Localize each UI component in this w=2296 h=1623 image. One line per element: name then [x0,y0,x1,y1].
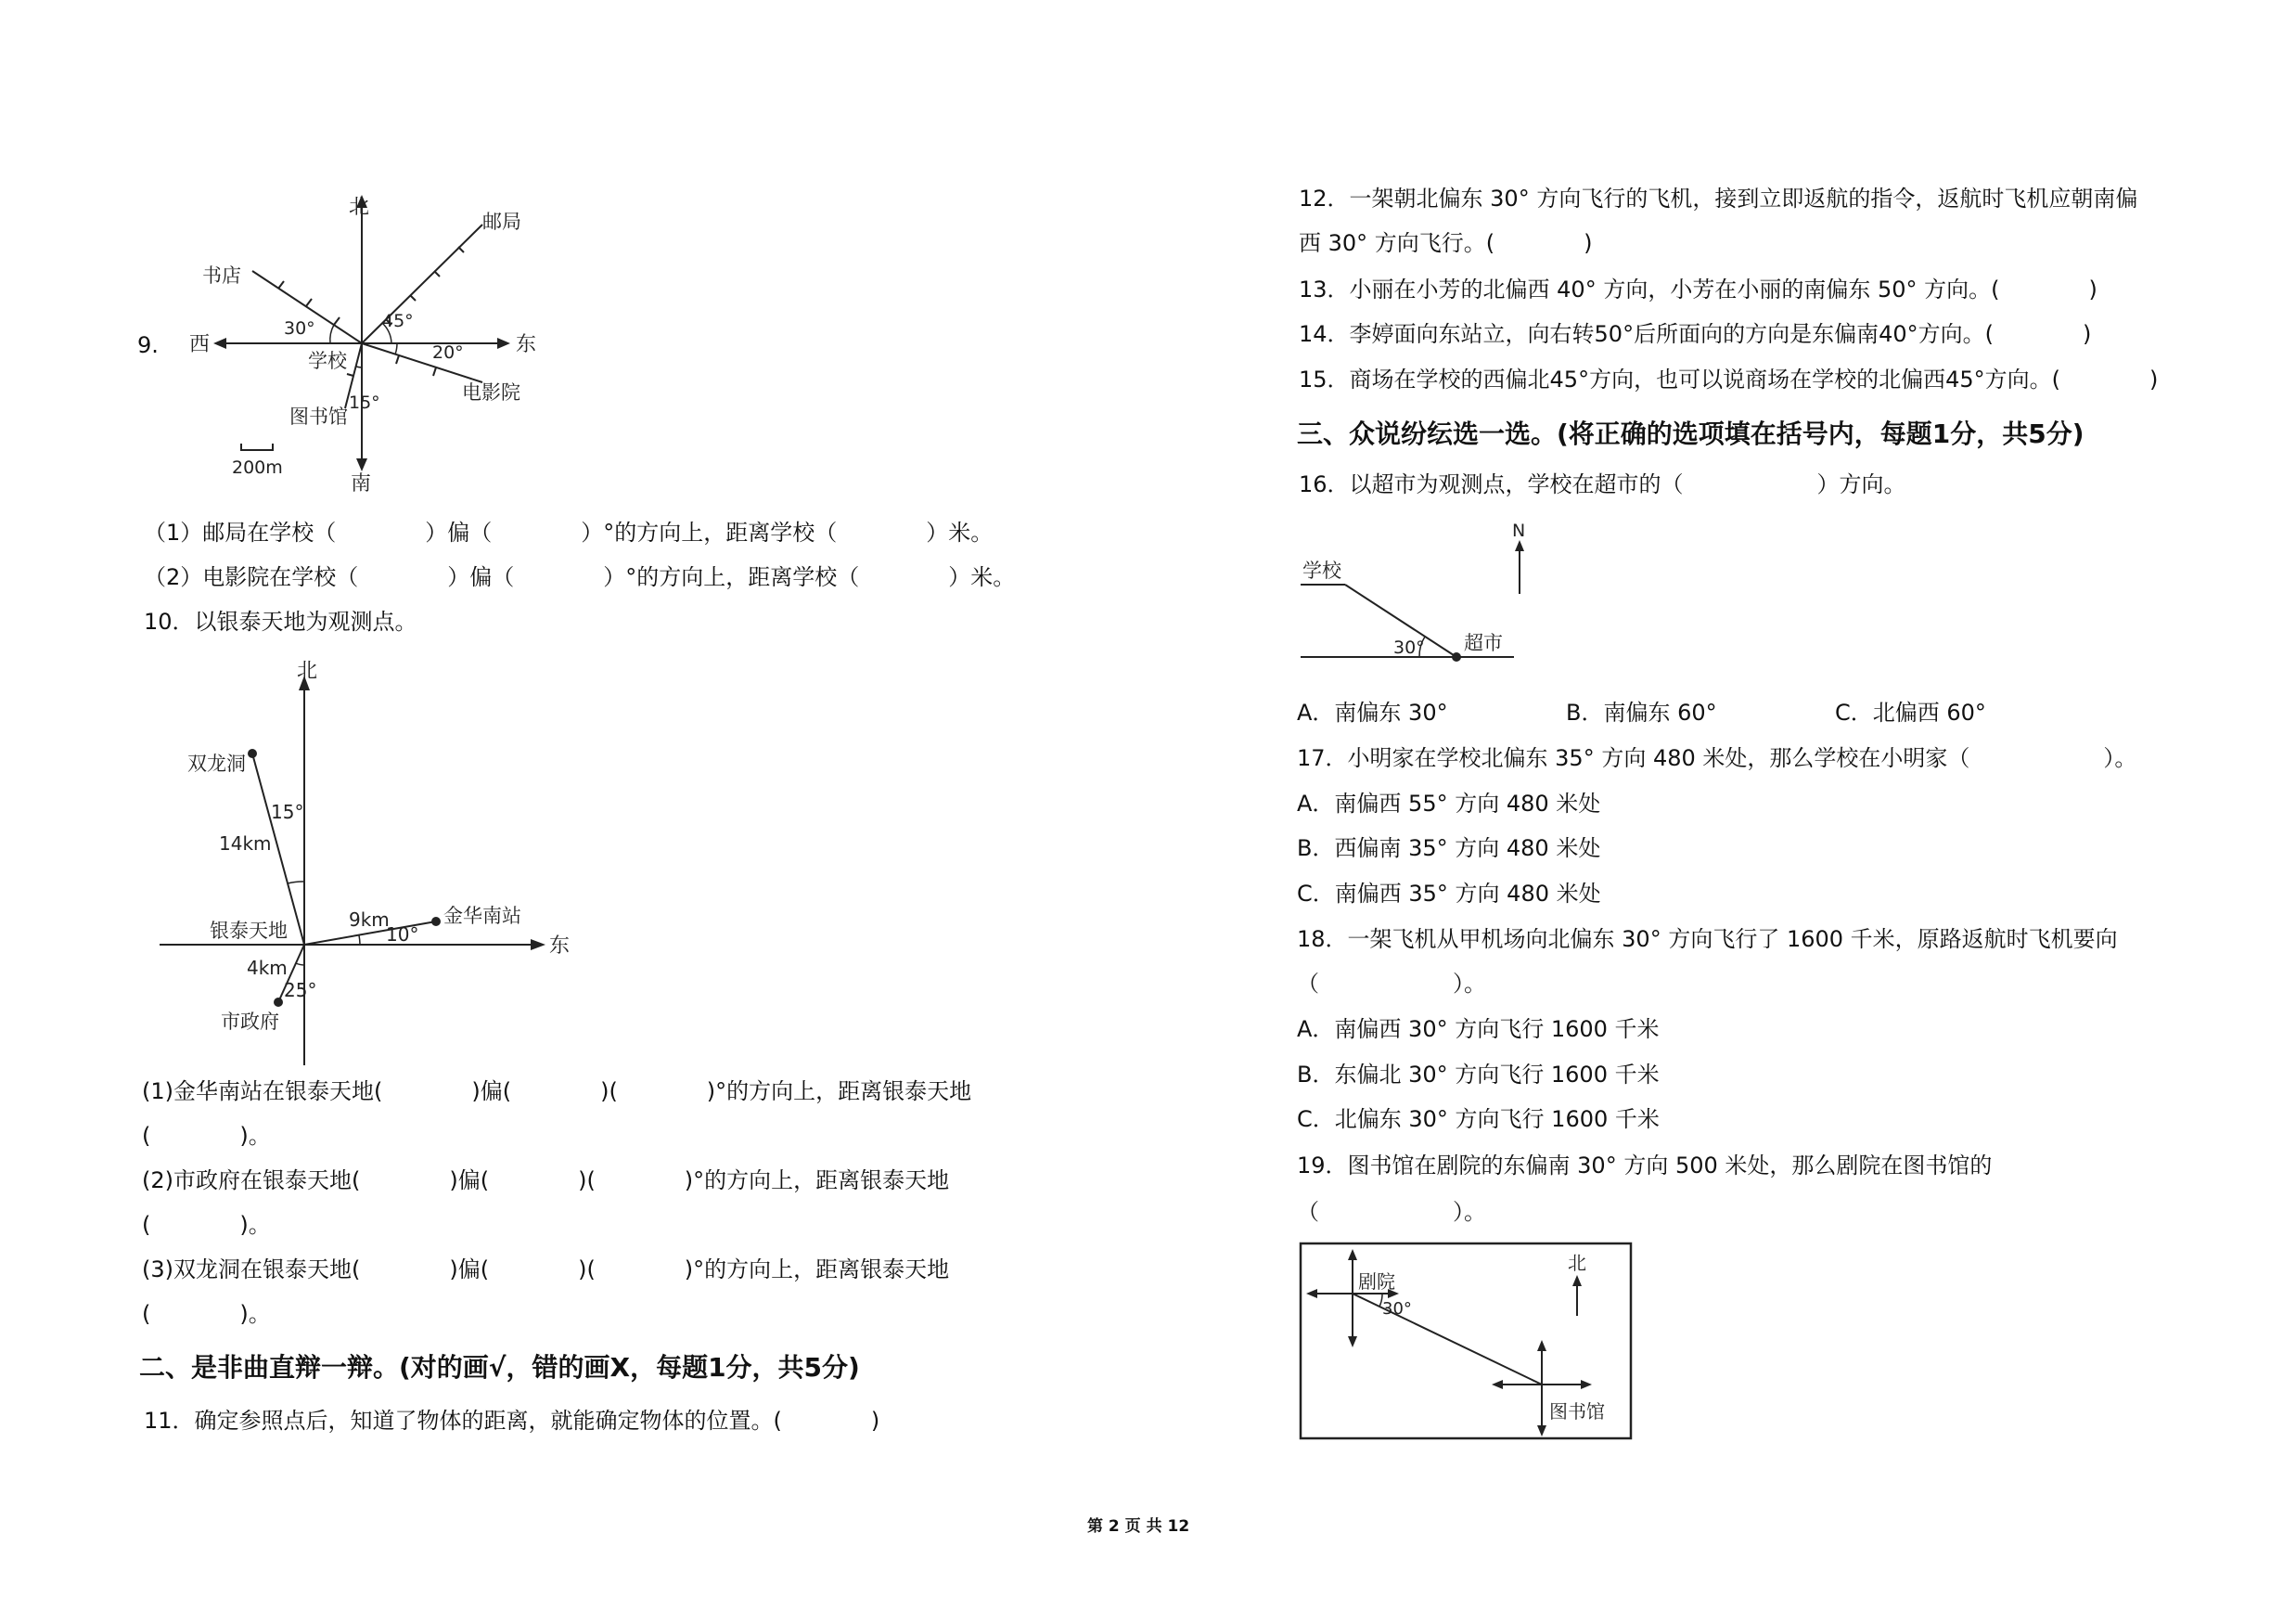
q9-angle-post: 45° [382,311,414,331]
q10-label-north: 北 [297,660,318,683]
q9-label-west: 西 [189,333,211,356]
q19-label-theater: 剧院 [1358,1270,1395,1293]
q10-angle-dragon: 15° [271,801,304,823]
q19-blank: （ ）。 [1297,1199,1486,1225]
section3-title: 三、众说纷纭选一选。(将正确的选项填在括号内，每题1分，共5分) [1297,419,2084,449]
q9-label-school: 学校 [308,350,347,372]
q9-number: 9. [137,332,159,358]
q18-stem: 18．一架飞机从甲机场向北偏东 30° 方向飞行了 1600 千米，原路返航时飞机要向 [1297,926,2118,952]
q10-label-dragon-cave: 双龙洞 [187,753,246,775]
q16-label-supermarket: 超市 [1464,632,1503,654]
q10-dist-city: 4km [247,957,288,979]
q18-blank: （ ）。 [1297,971,1486,997]
q10-label-east: 东 [549,934,571,958]
q16-label-school: 学校 [1302,560,1341,582]
q9-label-cinema: 电影院 [462,381,520,404]
q12-line2: 西 30° 方向飞行。( ) [1299,230,1593,256]
q10-label-center: 银泰天地 [210,920,288,942]
q18-option-c: C．北偏东 30° 方向飞行 1600 千米 [1297,1106,1660,1132]
q17-option-b: B．西偏南 35° 方向 480 米处 [1297,835,1601,861]
q19-diagram [1299,1242,1633,1440]
q10-sub1-line2: ( )。 [142,1123,271,1149]
q10-dist-dragon: 14km [219,832,272,855]
q9-label-east: 东 [516,333,537,356]
q17-option-c: C．南偏西 35° 方向 480 米处 [1297,881,1601,907]
q10-sub3-line2: ( )。 [142,1301,271,1327]
q9-label-bookstore: 书店 [202,264,241,287]
q16-option-b: B．南偏东 60° [1566,700,1717,726]
q9-label-south: 南 [351,472,372,496]
page-footer: 第 2 页 共 12 [1087,1517,1190,1536]
q9-sub2: （2）电影院在学校（ ）偏（ ）°的方向上，距离学校（ ）米。 [144,564,1016,590]
q19-stem: 19．图书馆在剧院的东偏南 30° 方向 500 米处，那么剧院在图书馆的 [1297,1153,1993,1179]
q18-option-a: A．南偏西 30° 方向飞行 1600 千米 [1297,1016,1660,1042]
q9-compass-diagram [176,186,566,501]
q10-sub2-line2: ( )。 [142,1212,271,1238]
q9-angle-bookstore: 30° [284,318,315,339]
q9-sub1: （1）邮局在学校（ ）偏（ ）°的方向上，距离学校（ ）米。 [144,520,994,546]
q9-angle-library: 15° [349,393,380,413]
q16-stem: 16．以超市为观测点，学校在超市的（ ）方向。 [1299,471,1906,497]
q16-angle: 30° [1393,638,1425,658]
q10-dist-jinhua: 9km [349,908,390,931]
q16-option-a: A．南偏东 30° [1297,700,1448,726]
q10-sub3-line1: (3)双龙洞在银泰天地( )偏( )( )°的方向上，距离银泰天地 [142,1256,950,1282]
q17-option-a: A．南偏西 55° 方向 480 米处 [1297,791,1601,817]
q17-stem: 17．小明家在学校北偏东 35° 方向 480 米处，那么学校在小明家（ ）。 [1297,745,2137,771]
q10-angle-jinhua: 10° [386,923,419,946]
q10-stem: 10．以银泰天地为观测点。 [144,609,417,635]
q14: 14．李婷面向东站立，向右转50°后所面向的方向是东偏南40°方向。( ) [1299,321,2092,347]
q15: 15．商场在学校的西偏北45°方向，也可以说商场在学校的北偏西45°方向。( ) [1299,367,2159,393]
q10-sub1-line1: (1)金华南站在银泰天地( )偏( )( )°的方向上，距离银泰天地 [142,1078,972,1104]
q19-angle: 30° [1382,1299,1412,1319]
q10-label-city-hall: 市政府 [221,1011,279,1033]
q9-label-post-office: 邮局 [482,211,521,233]
q18-option-b: B．东偏北 30° 方向飞行 1600 千米 [1297,1062,1660,1088]
q10-angle-city: 25° [284,979,317,1001]
q11: 11．确定参照点后，知道了物体的距离，就能确定物体的位置。( ) [144,1408,880,1434]
q9-label-library: 图书馆 [289,406,348,428]
q19-label-library: 图书馆 [1549,1400,1605,1423]
q16-north: N [1512,521,1526,541]
q16-diagram [1297,520,1538,668]
q19-north: 北 [1568,1252,1586,1274]
q16-option-c: C．北偏西 60° [1835,700,1986,726]
q10-sub2-line1: (2)市政府在银泰天地( )偏( )( )°的方向上，距离银泰天地 [142,1167,950,1193]
q10-label-jinhua-south: 金华南站 [443,905,521,927]
q9-label-north: 北 [349,196,370,219]
q13: 13．小丽在小芳的北偏西 40° 方向，小芳在小丽的南偏东 50° 方向。( ) [1299,277,2097,303]
q9-scale-label: 200m [232,457,283,478]
q9-angle-cinema: 20° [432,342,464,363]
q12-line1: 12．一架朝北偏东 30° 方向飞行的飞机，接到立即返航的指令，返航时飞机应朝南偏 [1299,186,2138,212]
section2-title: 二、是非曲直辩一辩。(对的画√，错的画X，每题1分，共5分) [139,1352,860,1383]
q10-compass-diagram [148,650,594,1076]
